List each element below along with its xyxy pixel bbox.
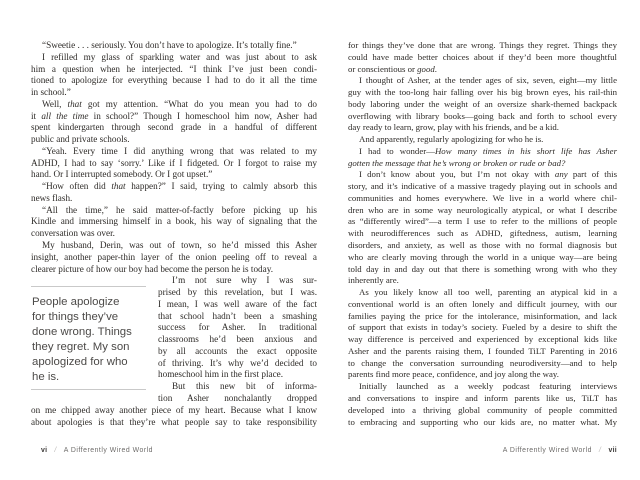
text-line: conversation was over. xyxy=(31,228,115,239)
text-line: to change the conversation surrounding neurodiversity—and to help xyxy=(348,357,617,368)
running-head-left: A Differently Wired World xyxy=(63,447,153,454)
text-line: families paying the price for the intolerance, misinformation, and lack xyxy=(348,310,617,321)
text-line: done wrong. Things xyxy=(32,326,132,339)
text-line: I thought of Asher, at the tender ages of six, seven, eight—my little xyxy=(359,75,617,86)
left-body-text-wrap-column xyxy=(158,275,317,404)
text-line: Well, that got my attention. “What do you mean you had to do xyxy=(42,98,317,109)
text-line: told day in and day out that there is something wrong with who they xyxy=(348,263,617,274)
text-line: homeschool him in the first place. xyxy=(158,369,284,380)
text-line: gotten the message that he’s wrong or broken or rude or bad? xyxy=(348,157,566,168)
text-line: dren who are in some way neurologically atypical, or what I describe xyxy=(348,204,617,215)
text-line: for things they’ve xyxy=(32,311,119,324)
text-line: “How often did that happen?” I said, trying to calmly absorb this xyxy=(42,181,317,192)
text-line: to embracing and supporting who our kids are, no matter what. My xyxy=(348,416,617,427)
text-line: that school hadn’t been a smashing xyxy=(158,310,317,321)
text-line: ADHD, I had to say ‘sorry.’ Like if I fidgeted. Or I forgot to raise my xyxy=(31,157,317,168)
text-line: could have made better choices about if they’d been more thoughtful xyxy=(348,51,617,62)
page-left xyxy=(31,40,317,428)
text-line: parents find more peace, confidence, and joy along the way. xyxy=(348,369,559,380)
pull-quote-rule-bottom xyxy=(31,389,146,390)
text-line: communities and homes everywhere. We live in a world where chil- xyxy=(348,192,617,203)
slash-separator: / xyxy=(54,447,57,454)
text-line: tioned to apologize for everything because I had to do it all the time xyxy=(31,75,317,86)
text-line: inherently are. xyxy=(348,275,399,286)
text-line: they regret. My son xyxy=(32,341,130,354)
slash-separator: / xyxy=(599,447,602,454)
running-head-right: A Differently Wired World xyxy=(502,447,593,454)
text-line: on me chipped away another piece of my heart. Because what I know xyxy=(31,404,317,415)
text-line: day ready to learn, grow, play with his friends, and be a kid. xyxy=(348,122,559,133)
text-line: hand. Or I interrupted somebody. Or I got upset.” xyxy=(31,169,213,180)
text-line: clearer picture of how our boy had become the person he is today. xyxy=(31,263,274,274)
text-line: “Yeah. Every time I did anything wrong that was related to my xyxy=(42,145,317,156)
text-line: I had to wonder—How many times in his short life has Asher xyxy=(359,145,617,156)
text-line: disorders, and anxiety, as well as those with no formal diagnosis but xyxy=(348,240,617,251)
text-line: success for Asher. In traditional xyxy=(158,322,317,333)
text-line: I mean, I was well aware of the fact xyxy=(158,298,317,309)
text-line: I don’t know about you, but I’m not okay with any part of this xyxy=(359,169,617,180)
left-body-text-top xyxy=(31,40,317,275)
page-footer-left xyxy=(41,447,153,454)
text-line: I refilled my glass of sparkling water and was just about to ask xyxy=(42,51,317,62)
text-line: Kindle and immersing himself in a book, his way of signaling that the xyxy=(31,216,317,227)
text-line: spent kindergarten through second grade in a handful of different xyxy=(31,122,317,133)
text-line: of support that exists in today’s society. Fueled by a desire to shift the xyxy=(348,322,617,333)
text-line: developed into a thriving global community of people committed xyxy=(348,404,617,415)
text-line: overflowing with library books—going back and forth to school every xyxy=(348,110,617,121)
text-line: and conversations to inspire and inform parents like us, TiLT has xyxy=(348,392,617,403)
folio-right: vii xyxy=(608,447,617,454)
left-body-text-bottom xyxy=(31,405,317,429)
text-line: body laboring under the weight of an oversize shark-themed backpack xyxy=(348,98,617,109)
text-line: guy with the too-long hair falling over his big brown eyes, his rail-thin xyxy=(348,87,617,98)
text-line: with neurodifferences such as ADHD, giftedness, autism, learning xyxy=(348,228,617,239)
text-line: tion Asher nonchalantly dropped xyxy=(158,392,317,403)
text-line: way difference is perceived and experienced by exceptional kids like xyxy=(348,334,617,345)
text-line: story, and it’s indicative of a massive tragedy playing out in schools and xyxy=(348,181,617,192)
text-line: news flash. xyxy=(31,192,73,203)
text-line: it all the time in school?” Though I homeschool him now, Asher had xyxy=(31,110,317,121)
text-line: And apparently, regularly apologizing for who he is. xyxy=(359,134,544,145)
text-line: he is. xyxy=(32,371,60,384)
text-line: “All the time,” he said matter-of-factly before picking up his xyxy=(42,204,317,215)
text-line: But this new bit of informa- xyxy=(172,381,317,392)
text-line: in school.” xyxy=(31,87,71,98)
text-line: classrooms he’d been anxious and xyxy=(158,334,317,345)
text-line: or conscientious or good. xyxy=(348,63,437,74)
page-footer-right xyxy=(503,447,617,454)
text-line: of thriving. It’s why we’d decided to xyxy=(158,357,317,368)
text-line: conventional world is an often lonely and difficult journey, with our xyxy=(348,298,617,309)
text-line: “Sweetie . . . seriously. You don’t have to apologize. It’s totally fine.” xyxy=(42,40,297,50)
text-line: about apologies is that they’re what people say to take responsibility xyxy=(31,416,317,427)
text-line: Initially launched as a weekly podcast featuring interviews xyxy=(359,381,617,392)
text-line: As you likely know all too well, parenting an atypical kid in a xyxy=(359,287,617,298)
text-line: him a question when he interjected. “I think I’ve just been condi- xyxy=(31,63,317,74)
pull-quote-text xyxy=(31,287,146,389)
text-line: Asher and the parents raising them, I founded TiLT Parenting in 2016 xyxy=(348,345,617,356)
text-line: who are clearly moving through the world in a unique way—are being xyxy=(348,251,617,262)
text-line: People apologize xyxy=(32,296,120,309)
text-line: for things they’ve done that are wrong. Things they regret. Things they xyxy=(348,40,617,50)
pull-quote xyxy=(31,275,146,404)
text-line: as “differently wired”—a term I use to refer to the millions of people xyxy=(348,216,617,227)
text-line: by all accounts the exact opposite xyxy=(158,345,317,356)
left-wrap-region xyxy=(31,275,317,404)
text-line: public and private schools. xyxy=(31,134,130,145)
text-line: apologized for who xyxy=(32,356,128,369)
text-line: insight, another paper-thin layer of the onion peeling off to reveal a xyxy=(31,251,317,262)
right-body-text xyxy=(348,40,617,428)
text-line: I’m not sure why I was sur- xyxy=(172,275,317,286)
text-line: prised by this revelation, but I was. xyxy=(158,287,317,298)
text-line: My husband, Derin, was out of town, so he’d missed this Asher xyxy=(42,240,317,251)
folio-left: vi xyxy=(41,447,48,454)
page-right xyxy=(348,40,617,428)
